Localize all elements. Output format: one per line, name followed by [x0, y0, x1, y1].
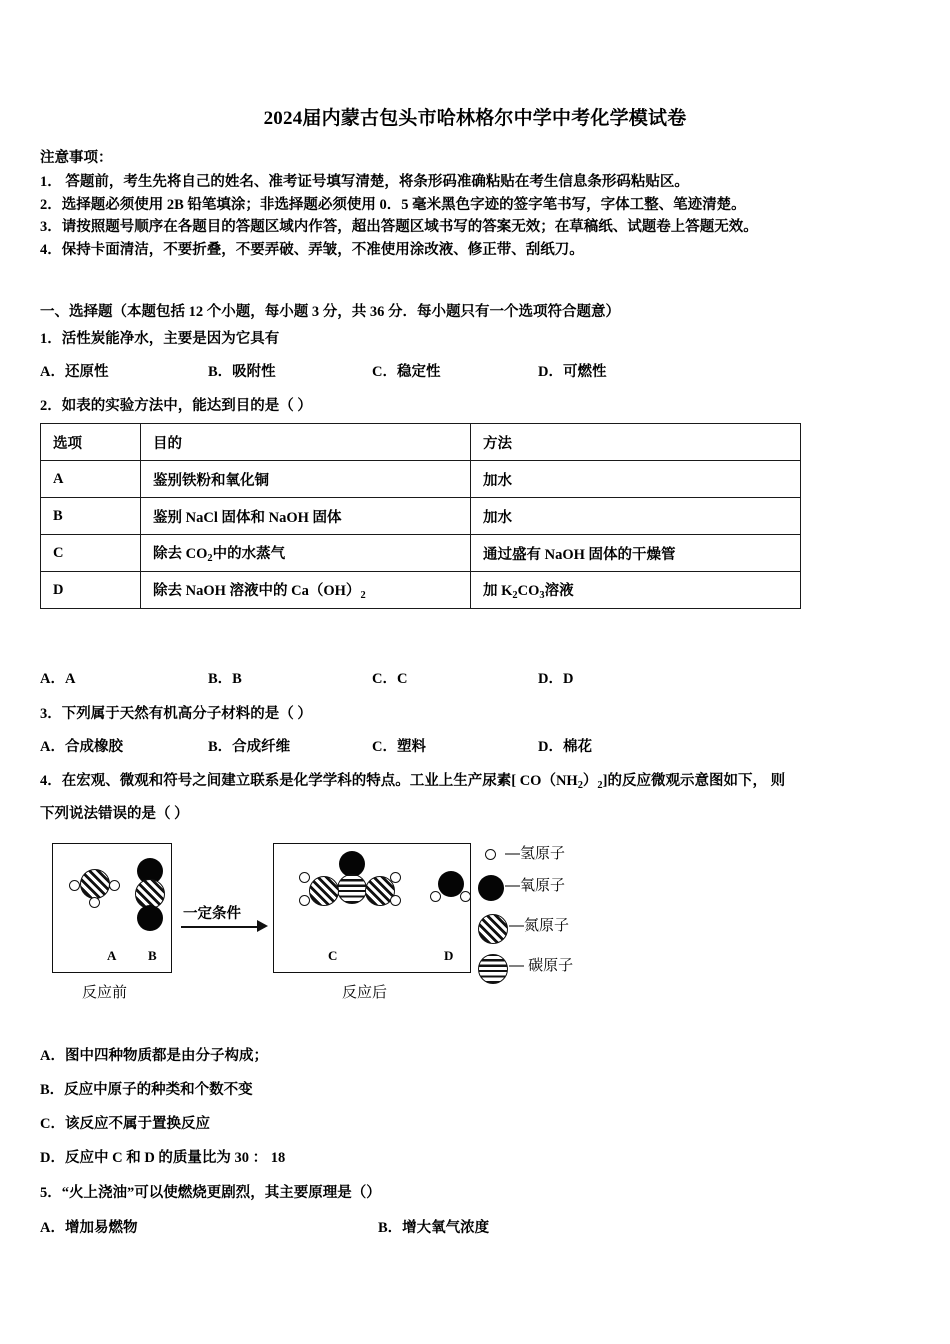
question-5-stem: 5．“火上浇油”可以使燃烧更剧烈，其主要原理是（） [40, 1185, 381, 1201]
question-4-option-a[interactable]: A．图中四种物质都是由分子构成； [40, 1048, 268, 1064]
molecule-c-label: C [328, 948, 338, 963]
question-2-option-d[interactable]: D．D [538, 671, 574, 687]
molecule-b-carbon-dioxide [127, 843, 177, 943]
question-5-option-a[interactable]: A．增加易燃物 [40, 1220, 138, 1236]
question-1-option-d[interactable]: D．可燃性 [538, 364, 607, 380]
question-4-stem-line-1 [40, 769, 785, 791]
molecule-b-label: B [148, 948, 157, 963]
question-4-option-c[interactable]: C．该反应不属于置换反应 [40, 1116, 210, 1132]
table-cell-method [471, 572, 801, 609]
before-reaction-label: 反应前 [82, 984, 128, 1001]
legend-label-oxygen: —氧原子 [505, 877, 566, 894]
arrow-line [181, 926, 261, 928]
table-cell-option: C [41, 535, 141, 572]
oxygen-atom-icon [137, 905, 163, 931]
notice-item-3: 3．请按照题号顺序在各题目的答题区域内作答，超出答题区域书写的答案无效；在草稿纸、试题卷上答题无效。 [40, 219, 758, 235]
q4-subscript-1: 2 [577, 779, 583, 791]
section-heading: 一、选择题（本题包括 12 个小题，每小题 3 分，共 36 分．每小题只有一个选项符合题意） [40, 304, 620, 320]
question-2-option-a[interactable]: A．A [40, 671, 76, 687]
q4-subscript-2: 2 [597, 779, 603, 791]
question-3-option-c[interactable]: C．塑料 [372, 739, 426, 755]
table-cell-purpose [141, 461, 471, 498]
page-title: 2024届内蒙古包头市哈林格尔中学中考化学模试卷 [263, 108, 687, 129]
question-2-option-c[interactable]: C．C [372, 671, 408, 687]
carbon-atom-icon [478, 954, 508, 984]
table-cell-purpose [141, 498, 471, 535]
table-header-method: 方法 [471, 424, 801, 461]
table-header-option: 选项 [41, 424, 141, 461]
oxygen-atom-icon [478, 875, 504, 901]
molecule-c-urea [285, 843, 425, 943]
legend-label-carbon: — 碳原子 [509, 957, 574, 974]
table-row [41, 535, 801, 572]
table-cell-option: B [41, 498, 141, 535]
table-cell-option: A [41, 461, 141, 498]
method-text: 通过盛有 NaOH 固体的干燥管 [483, 546, 676, 563]
question-4-option-d[interactable]: D．反应中 C 和 D 的质量比为 30 ： 18 [40, 1150, 286, 1166]
arrow-head-icon [257, 920, 268, 932]
purpose-subscript: 2 [360, 589, 366, 601]
nitrogen-atom-icon [478, 914, 508, 944]
question-5-options [0, 1216, 950, 1238]
question-1-option-a[interactable]: A．还原性 [40, 364, 109, 380]
carbon-atom-icon [337, 874, 367, 904]
question-1-option-c[interactable]: C．稳定性 [372, 364, 441, 380]
table-cell-method [471, 535, 801, 572]
question-5-option-b[interactable]: B．增大氧气浓度 [378, 1220, 490, 1236]
table-cell-purpose [141, 535, 471, 572]
table-row [41, 461, 801, 498]
q4-stem-part-2: ]的反应微观示意图如下， 则 [602, 773, 786, 789]
question-2-stem: 2．如表的实验方法中，能达到目的是（ ） [40, 398, 312, 414]
purpose-text: 除去 CO [153, 546, 208, 563]
method-subscript-2: 3 [539, 589, 545, 601]
method-subscript-1: 2 [512, 589, 518, 601]
question-4-stem-line-2: 下列说法错误的是（ ） [40, 806, 189, 822]
method-text: 加水 [483, 472, 512, 489]
purpose-subscript: 2 [207, 552, 213, 564]
question-3-options [0, 735, 950, 757]
hydrogen-atom-icon [299, 872, 310, 883]
molecule-d-water [420, 843, 480, 943]
experiment-method-table [40, 423, 801, 609]
purpose-text: 鉴别铁粉和氧化铜 [153, 472, 269, 489]
molecule-d-label: D [444, 948, 454, 963]
hydrogen-atom-icon [460, 891, 471, 902]
notice-item-1: 1． 答题前，考生先将自己的姓名、准考证号填写清楚，将条形码准确粘贴在考生信息条形码粘贴区。 [40, 174, 689, 190]
question-3-option-a[interactable]: A．合成橡胶 [40, 739, 123, 755]
table-cell-purpose [141, 572, 471, 609]
table-cell-method [471, 461, 801, 498]
table-header-row [41, 424, 801, 461]
nitrogen-atom-icon [80, 869, 110, 899]
molecule-a-label: A [107, 948, 117, 963]
reaction-arrow [181, 906, 269, 936]
notice-heading: 注意事项： [40, 150, 113, 166]
method-text: 加水 [483, 509, 512, 526]
table-cell-method [471, 498, 801, 535]
legend-label-nitrogen: —氮原子 [509, 917, 570, 934]
question-1-options [0, 360, 950, 382]
after-reaction-label: 反应后 [342, 984, 388, 1001]
table-header-purpose: 目的 [141, 424, 471, 461]
hydrogen-atom-icon [430, 891, 441, 902]
legend-item-hydrogen [478, 842, 618, 874]
question-3-stem: 3．下列属于天然有机高分子材料的是（ ） [40, 706, 312, 722]
table-cell-option: D [41, 572, 141, 609]
nitrogen-atom-icon [309, 876, 339, 906]
question-4-option-b[interactable]: B．反应中原子的种类和个数不变 [40, 1082, 253, 1098]
question-2-option-b[interactable]: B．B [208, 671, 242, 687]
hydrogen-atom-icon [89, 897, 100, 908]
hydrogen-atom-icon [390, 872, 401, 883]
legend-item-nitrogen [478, 914, 618, 946]
method-text-mid: CO [517, 583, 540, 600]
notice-item-2: 2．选择题必须使用 2B 铅笔填涂；非选择题必须使用 0．5 毫米黑色字迹的签字笔书写，字体工整、笔迹清楚。 [40, 196, 746, 213]
question-1-option-b[interactable]: B．吸附性 [208, 364, 276, 380]
hydrogen-atom-icon [485, 849, 496, 860]
q4-stem-part-mid: ） [582, 773, 598, 789]
purpose-text: 鉴别 NaCl 固体和 NaOH 固体 [153, 509, 342, 526]
hydrogen-atom-icon [69, 880, 80, 891]
notice-block [40, 148, 920, 261]
table-row [41, 498, 801, 535]
table-row [41, 572, 801, 609]
purpose-text: 除去 NaOH 溶液中的 Ca（OH） [153, 583, 361, 600]
method-text-post: 溶液 [544, 583, 574, 600]
reaction-condition-label: 一定条件 [183, 906, 241, 922]
legend-item-oxygen [478, 874, 618, 906]
legend-label-hydrogen: —氢原子 [505, 845, 566, 862]
question-2-options [0, 667, 950, 689]
hydrogen-atom-icon [109, 880, 120, 891]
molecule-a-ammonia [52, 843, 122, 913]
legend-item-carbon [478, 954, 618, 986]
method-text: 加 K [483, 583, 513, 600]
purpose-text-post: 中的水蒸气 [212, 546, 286, 563]
hydrogen-atom-icon [299, 895, 310, 906]
hydrogen-atom-icon [390, 895, 401, 906]
question-3-option-d[interactable]: D．棉花 [538, 739, 592, 755]
question-1-stem: 1．活性炭能净水，主要是因为它具有 [40, 331, 280, 347]
notice-item-4: 4．保持卡面清洁，不要折叠，不要弄破、弄皱，不准使用涂改液、修正带、刮纸刀。 [40, 241, 584, 258]
q4-stem-part-1: 4．在宏观、微观和符号之间建立联系是化学学科的特点。工业上生产尿素[ CO（NH [40, 773, 578, 789]
question-3-option-b[interactable]: B．合成纤维 [208, 739, 291, 755]
